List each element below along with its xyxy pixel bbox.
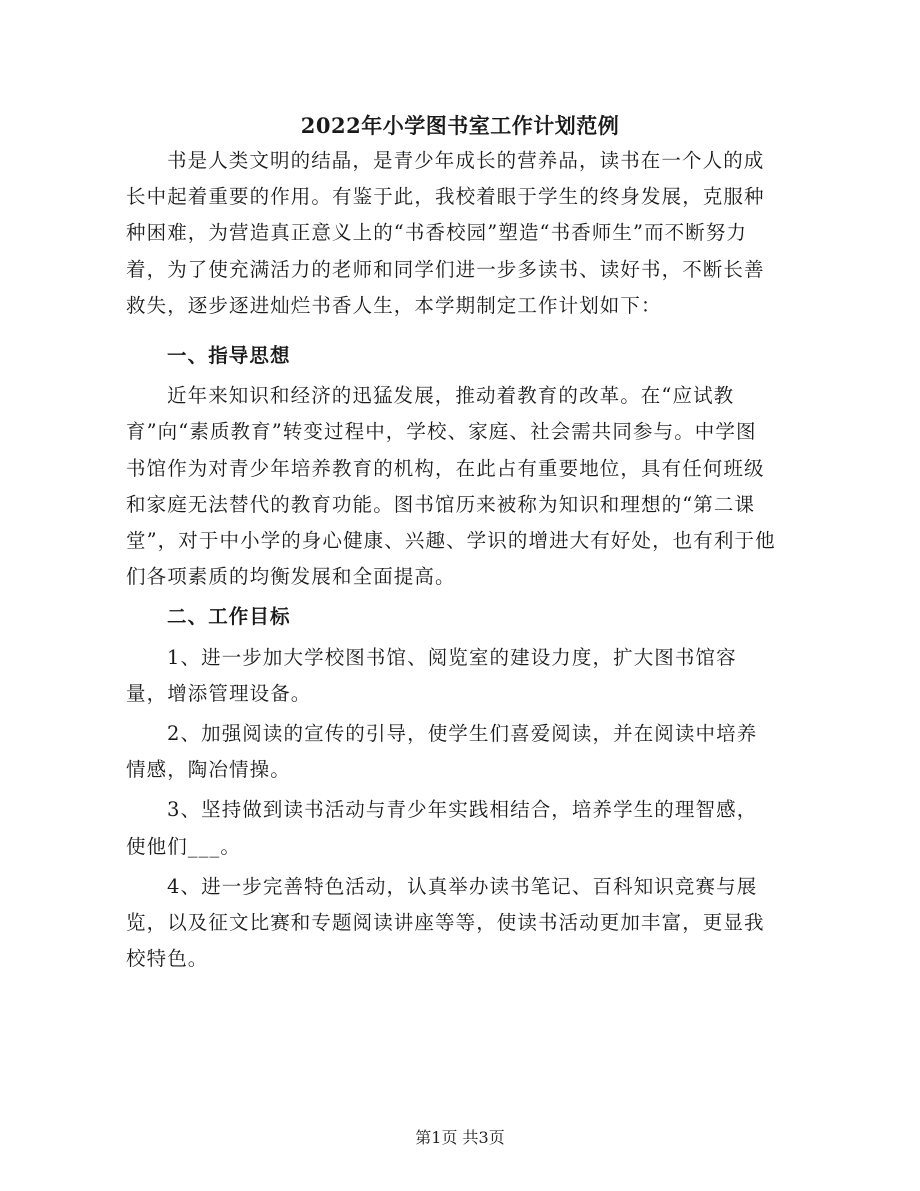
section-heading-guiding-ideology: 一、指导思想: [167, 344, 291, 368]
page-number-footer: 第1页 共3页: [415, 1128, 505, 1147]
section-heading-work-goals: 二、工作目标: [167, 605, 291, 629]
document-body: [126, 143, 776, 977]
guiding-ideology-paragraph: 近年来知识和经济的迅猛发展，推动着教育的改革。在“应试教育”向“素质教育”转变过程中，学校、家庭、社会需共同参与。中学图书馆作为对青少年培养教育的机构，在此占有重要地位，具有任何班级和家庭无法替代的教育功能。图书馆历来被称为知识和理想的“第二课堂”，对于中小学的身心健康、兴趣、学识的增进大有好处，也有利于他们各项素质的均衡发展和全面提高。: [126, 384, 776, 589]
goal-item-3: 3、坚持做到读书活动与青少年实践相结合，培养学生的理智感，使他们___。: [126, 798, 758, 858]
goal-item-1: 1、进一步加大学校图书馆、阅览室的建设力度，扩大图书馆容量，增添管理设备。: [126, 645, 737, 705]
document-title: 2022年小学图书室工作计划范例: [300, 113, 620, 138]
goal-item-4: 4、进一步完善特色活动，认真举办读书笔记、百科知识竞赛与展览，以及征文比赛和专题阅读讲座等等，使读书活动更加丰富，更显我校特色。: [126, 874, 765, 971]
goal-item-2: 2、加强阅读的宣传的引导，使学生们喜爱阅读，并在阅读中培养情感，陶冶情操。: [126, 722, 758, 782]
intro-paragraph: 书是人类文明的结晶，是青少年成长的营养品，读书在一个人的成长中起着重要的作用。有鉴于此，我校着眼于学生的终身发展，克服种种困难，为营造真正意义上的“书香校园”塑造“书香师生”而不断努力着，为了使充满活力的老师和同学们进一步多读书、读好书，不断长善救失，逐步逐进灿烂书香人生，本学期制定工作计划如下：: [126, 149, 765, 317]
